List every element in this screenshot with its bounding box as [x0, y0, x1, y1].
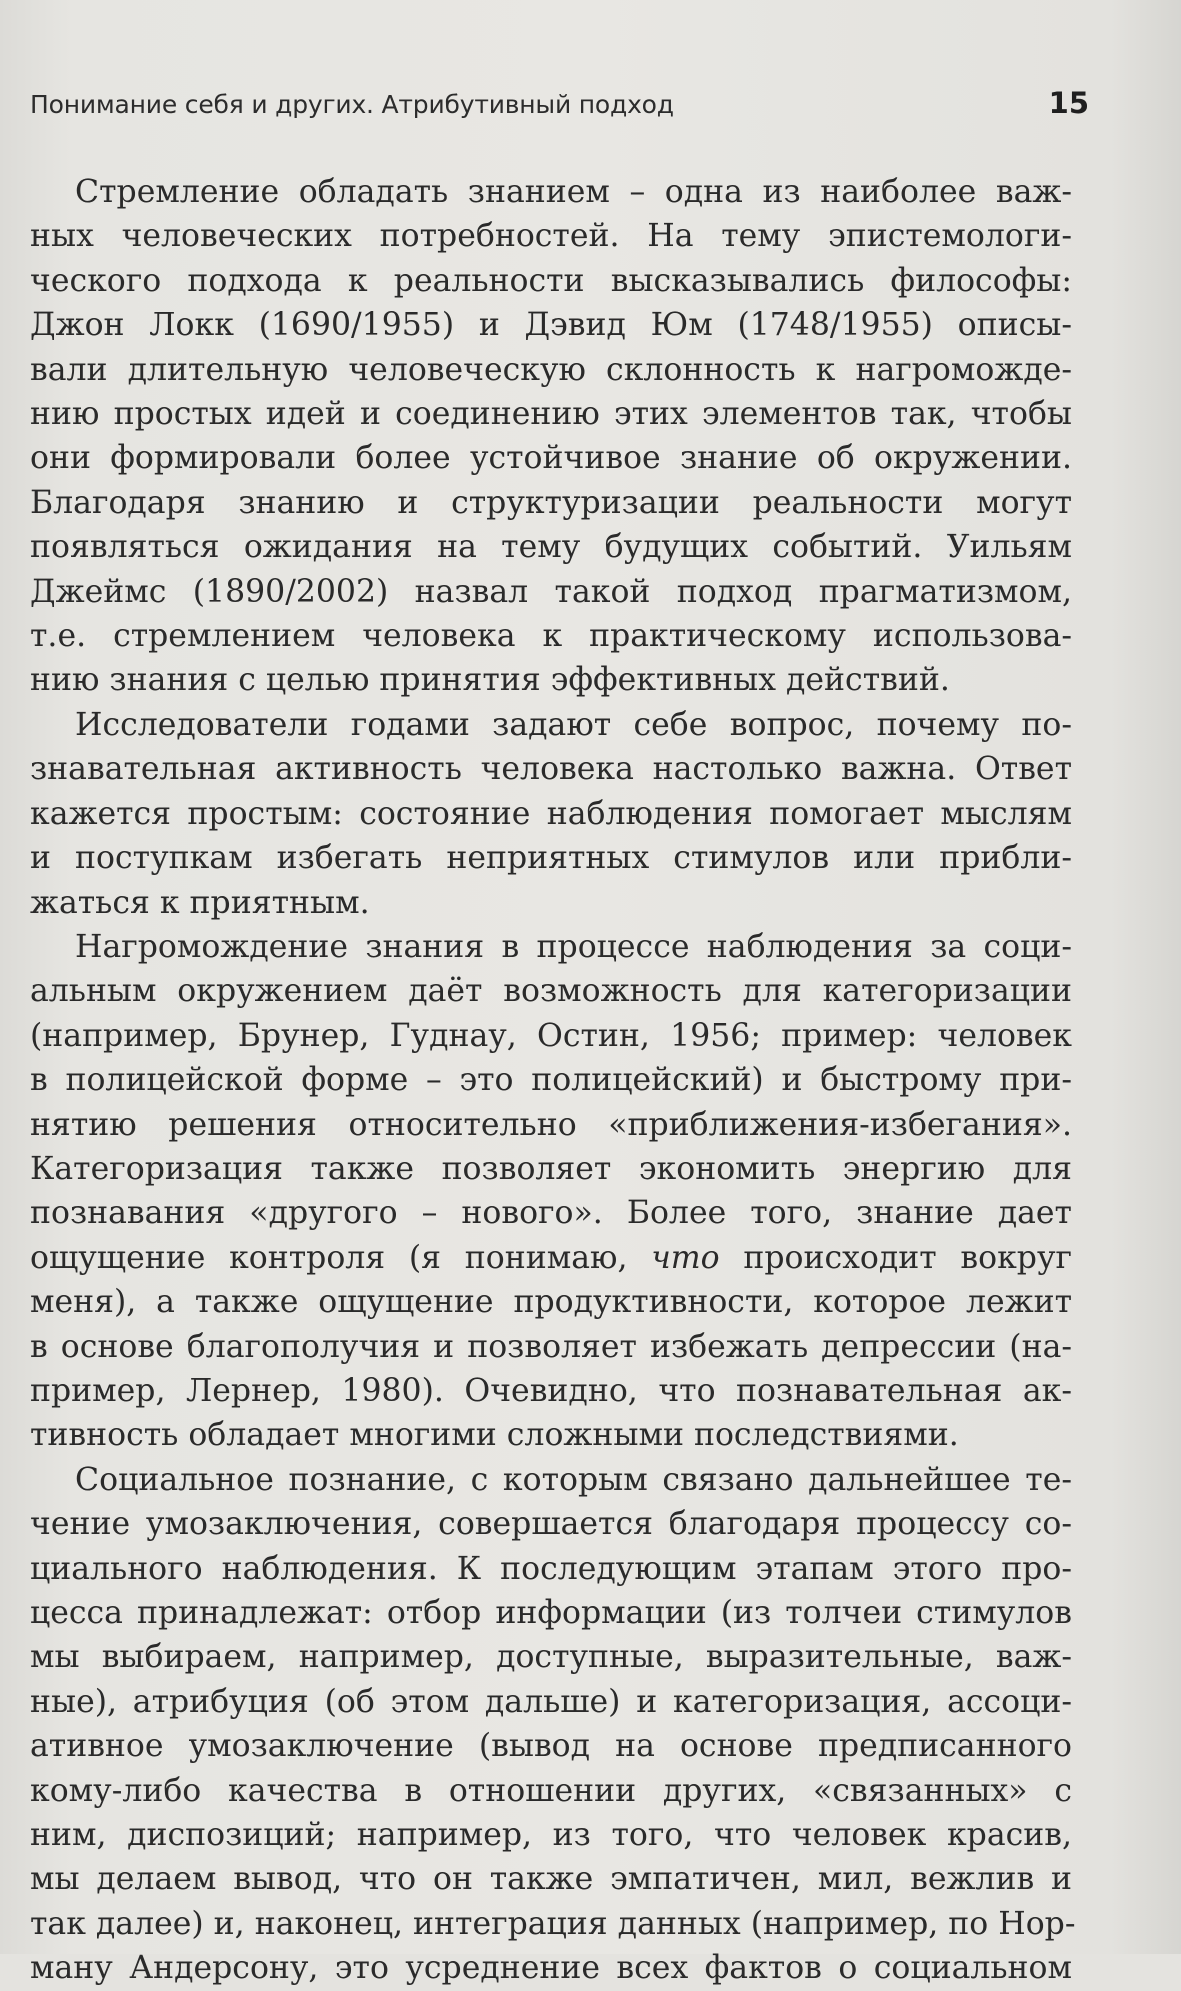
text-line: ативное умозаключение (вывод на основе предписанного [30, 1728, 1072, 1765]
page-header [30, 86, 1089, 126]
text-line: пример, Лернер, 1980). Очевидно, что познавательная ак- [30, 1372, 1072, 1409]
text-line: Нагромождение знания в процессе наблюдения за соци- [75, 928, 1072, 965]
paragraph-1 [30, 170, 1072, 703]
text-line: мы выбираем, например, доступные, выразительные, важ- [30, 1639, 1072, 1676]
text-line: (например, Брунер, Гуднау, Остин, 1956; пример: человек [30, 1017, 1072, 1054]
text-line: нятию решения относительно «приближения-избегания». [30, 1106, 1072, 1143]
text-line: познавания «другого – нового». Более того, знание дает [30, 1195, 1072, 1232]
text-line: кажется простым: состояние наблюдения помогает мыслям [30, 795, 1072, 832]
text-line: в основе благополучия и позволяет избежать депрессии (на- [30, 1328, 1072, 1365]
text-line: и поступкам избегать неприятных стимулов или прибли- [30, 840, 1072, 877]
text-line: Стремление обладать знанием – одна из наиболее важ- [75, 174, 1072, 210]
text-line: нию простых идей и соединению этих элементов так, чтобы [30, 396, 1072, 433]
emphasis-word: что [651, 1239, 720, 1276]
text-line: жаться к приятным. [30, 884, 370, 921]
text-fragment: происходит вокруг [719, 1239, 1073, 1276]
text-line: в полицейской форме – это полицейский) и быстрому при- [30, 1062, 1072, 1099]
text-line: Джеймс (1890/2002) назвал такой подход прагматизмом, [30, 573, 1072, 610]
text-line: ных человеческих потребностей. На тему эпистемологи- [30, 218, 1072, 255]
text-line: нию знания с целью принятия эффективных действий. [30, 662, 950, 699]
text-line: Исследователи годами задают себе вопрос, почему по- [75, 706, 1072, 743]
text-line: мы делаем вывод, что он также эмпатичен, мил, вежлив и [30, 1861, 1072, 1898]
text-line: так далее) и, наконец, интеграция данных (например, по Нор- [30, 1905, 1076, 1942]
text-line: Благодаря знанию и структуризации реальности могут [30, 484, 1072, 521]
text-line: цесса принадлежат: отбор информации (из толчеи стимулов [30, 1595, 1072, 1631]
body-text [30, 170, 1076, 1991]
text-line: вали длительную человеческую склонность к нагроможде- [30, 351, 1072, 388]
text-line: циального наблюдения. К последующим этапам этого про- [30, 1550, 1072, 1587]
text-line: кому-либо качества в отношении других, «связанных» с [30, 1772, 1072, 1809]
paragraph-2 [30, 703, 1072, 925]
text-line: Джон Локк (1690/1955) и Дэвид Юм (1748/1955) описы- [30, 307, 1072, 344]
text-line: Категоризация также позволяет экономить энергию для [30, 1150, 1072, 1187]
text-line: ним, диспозиций; например, из того, что человек красив, [30, 1817, 1072, 1854]
text-fragment: ощущение контроля (я понимаю, [30, 1239, 652, 1276]
text-line-with-emphasis [30, 1236, 1072, 1280]
paragraph-3 [30, 925, 1072, 1458]
text-line: Социальное познание, с которым связано дальнейшее те- [75, 1461, 1072, 1498]
text-line: тивность обладает многими сложными последствиями. [30, 1417, 959, 1454]
text-line: меня), а также ощущение продуктивности, которое лежит [30, 1284, 1072, 1321]
text-line: т.е. стремлением человека к практическому использова- [30, 618, 1072, 655]
text-line: ческого подхода к реальности высказывались философы: [30, 262, 1072, 299]
page-number: 15 [1048, 86, 1089, 120]
text-line: знавательная активность человека настолько важна. Ответ [30, 751, 1072, 788]
text-line: альным окружением даёт возможность для категоризации [30, 973, 1072, 1010]
running-title: Понимание себя и других. Атрибутивный подход [30, 90, 674, 119]
text-line: чение умозаключения, совершается благодаря процессу со- [30, 1506, 1072, 1543]
text-line: появляться ожидания на тему будущих событий. Уильям [30, 529, 1072, 566]
text-line: ману Андерсону, это усреднение всех фактов о социальном [30, 1950, 1072, 1987]
paragraph-4 [30, 1458, 1076, 1991]
text-line: они формировали более устойчивое знание об окружении. [30, 440, 1072, 477]
text-line: ные), атрибуция (об этом дальше) и категоризация, ассоци- [30, 1683, 1072, 1720]
